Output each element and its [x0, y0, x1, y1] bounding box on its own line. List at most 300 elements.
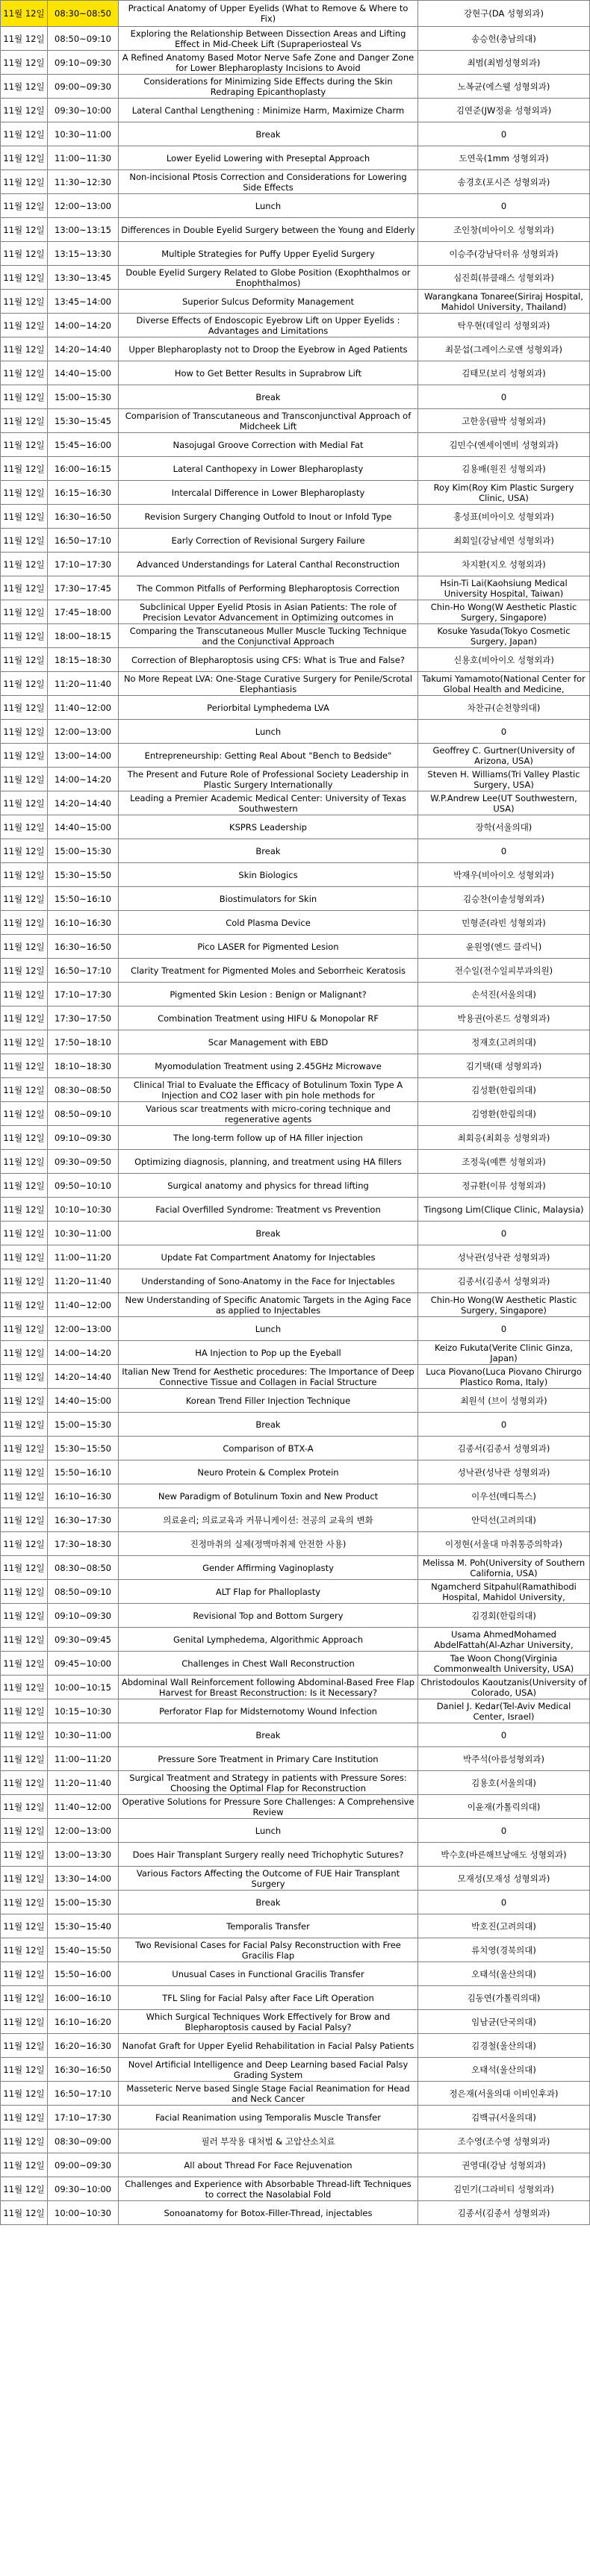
speaker-cell: Luca Piovano(Luca Piovano Chirurgo Plastico Roma, Italy) [418, 1365, 590, 1389]
title-cell: Lunch [119, 194, 418, 218]
date-cell: 11월 12일 [1, 696, 48, 720]
date-cell: 11월 12일 [1, 791, 48, 815]
title-cell: Intercalal Difference in Lower Blepharoplasty [119, 481, 418, 505]
time-cell: 09:30~09:50 [48, 1150, 119, 1174]
title-cell: 진정마취의 실제(정맥마취제 안전한 사용) [119, 1532, 418, 1556]
speaker-cell: 심진희(뷰클래스 성형외과) [418, 266, 590, 290]
title-cell: Biostimulators for Skin [119, 887, 418, 911]
time-cell: 15:00~15:30 [48, 1413, 119, 1437]
date-cell: 11월 12일 [1, 1795, 48, 1819]
date-cell: 11월 12일 [1, 2153, 48, 2177]
schedule-row [1, 1604, 590, 1628]
date-cell: 11월 12일 [1, 1628, 48, 1652]
speaker-cell: 김종서(김종서 성형외과) [418, 1269, 590, 1293]
speaker-cell: 0 [418, 122, 590, 146]
schedule-row [1, 1938, 590, 1962]
schedule-row [1, 1413, 590, 1437]
date-cell: 11월 12일 [1, 576, 48, 600]
time-cell: 15:40~15:50 [48, 1938, 119, 1962]
date-cell: 11월 12일 [1, 1867, 48, 1891]
title-cell: New Understanding of Specific Anatomic Targets in the Aging Face as applied to Injectables [119, 1293, 418, 1317]
speaker-cell: 0 [418, 839, 590, 863]
speaker-cell: 노복균(에스웰 성형외과) [418, 75, 590, 99]
time-cell: 11:00~11:20 [48, 1747, 119, 1771]
time-cell: 15:50~16:10 [48, 887, 119, 911]
schedule-row [1, 1460, 590, 1484]
speaker-cell: 김백규(서울의대) [418, 2106, 590, 2129]
date-cell: 11월 12일 [1, 2010, 48, 2034]
speaker-cell: Hsin-Ti Lai(Kaohsiung Medical University Hospital, Taiwan) [418, 576, 590, 600]
speaker-cell: Takumi Yamamoto(National Center for Global Health and Medicine, [418, 672, 590, 696]
title-cell: Entrepreneurship: Getting Real About "Bench to Bedside" [119, 744, 418, 768]
schedule-row [1, 600, 590, 624]
schedule-row [1, 1843, 590, 1867]
title-cell: Correction of Blepharoptosis using CFS: What is True and False? [119, 648, 418, 672]
speaker-cell: 류치영(경북의대) [418, 1938, 590, 1962]
speaker-cell: 탁우현(데일리 성형외과) [418, 314, 590, 337]
schedule-row [1, 624, 590, 648]
time-cell: 16:30~16:50 [48, 935, 119, 959]
title-cell: Neuro Protein & Complex Protein [119, 1460, 418, 1484]
date-cell: 11월 12일 [1, 505, 48, 529]
speaker-cell: 민형준(라빈 성형외과) [418, 911, 590, 935]
time-cell: 15:30~15:50 [48, 1437, 119, 1460]
schedule-row [1, 1150, 590, 1174]
schedule-row [1, 2082, 590, 2106]
time-cell: 18:10~18:30 [48, 1054, 119, 1078]
schedule-row [1, 1078, 590, 1102]
time-cell: 16:30~17:30 [48, 1508, 119, 1532]
time-cell: 11:40~12:00 [48, 1795, 119, 1819]
date-cell: 11월 12일 [1, 815, 48, 839]
schedule-row [1, 457, 590, 481]
speaker-cell: Daniel J. Kedar(Tel-Aviv Medical Center, Israel) [418, 1699, 590, 1723]
speaker-cell: 모재성(모재성 성형외과) [418, 1867, 590, 1891]
speaker-cell: 김종서(김종서 성형외과) [418, 2201, 590, 2225]
speaker-cell: 임남균(단국의대) [418, 2010, 590, 2034]
schedule-row [1, 696, 590, 720]
time-cell: 17:10~17:30 [48, 553, 119, 576]
title-cell: Challenges and Experience with Absorbable Thread-lift Techniques to correct the Nasolabial Fold [119, 2177, 418, 2201]
title-cell: Skin Biologics [119, 863, 418, 887]
speaker-cell: 신용호(비아이오 성형외과) [418, 648, 590, 672]
date-cell: 11월 12일 [1, 1986, 48, 2010]
date-cell: 11월 12일 [1, 409, 48, 433]
speaker-cell: 김민수(엔세이엔비 성형외과) [418, 433, 590, 457]
time-cell: 08:30~09:00 [48, 2129, 119, 2153]
time-cell: 17:30~18:30 [48, 1532, 119, 1556]
date-cell: 11월 12일 [1, 1437, 48, 1460]
time-cell: 17:30~17:45 [48, 576, 119, 600]
time-cell: 12:00~13:00 [48, 1317, 119, 1341]
schedule-row [1, 194, 590, 218]
date-cell: 11월 12일 [1, 1317, 48, 1341]
time-cell: 14:00~14:20 [48, 768, 119, 791]
speaker-cell: 오태석(울산의대) [418, 1962, 590, 1986]
date-cell: 11월 12일 [1, 1914, 48, 1938]
date-cell: 11월 12일 [1, 935, 48, 959]
date-cell: 11월 12일 [1, 1365, 48, 1389]
title-cell: Early Correction of Revisional Surgery Failure [119, 529, 418, 553]
time-cell: 16:30~16:50 [48, 2058, 119, 2082]
schedule-row [1, 146, 590, 170]
date-cell: 11월 12일 [1, 1676, 48, 1699]
title-cell: Comparison of BTX-A [119, 1437, 418, 1460]
schedule-row [1, 911, 590, 935]
schedule-row [1, 839, 590, 863]
time-cell: 12:00~13:00 [48, 1819, 119, 1843]
speaker-cell: 0 [418, 1891, 590, 1914]
speaker-cell: 송경호(포시즌 성형외과) [418, 170, 590, 194]
time-cell: 17:10~17:30 [48, 983, 119, 1007]
speaker-cell: Keizo Fukuta(Verite Clinic Ginza, Japan) [418, 1341, 590, 1365]
speaker-cell: 오태석(울산의대) [418, 2058, 590, 2082]
title-cell: Revisional Top and Bottom Surgery [119, 1604, 418, 1628]
time-cell: 10:00~10:30 [48, 2201, 119, 2225]
schedule-row [1, 75, 590, 99]
title-cell: The long-term follow up of HA filler injection [119, 1126, 418, 1150]
title-cell: HA Injection to Pop up the Eyeball [119, 1341, 418, 1365]
title-cell: Break [119, 839, 418, 863]
time-cell: 09:10~09:30 [48, 51, 119, 75]
speaker-cell: Melissa M. Poh(University of Southern California, USA) [418, 1556, 590, 1580]
date-cell: 11월 12일 [1, 1460, 48, 1484]
schedule-row [1, 2153, 590, 2177]
date-cell: 11월 12일 [1, 911, 48, 935]
schedule-row [1, 218, 590, 242]
time-cell: 11:00~11:20 [48, 1245, 119, 1269]
schedule-row [1, 1914, 590, 1938]
title-cell: TFL Sling for Facial Palsy after Face Lift Operation [119, 1986, 418, 2010]
schedule-row [1, 27, 590, 51]
speaker-cell: 최원석 (브이 성형외과) [418, 1389, 590, 1413]
speaker-cell: 차찬규(순천향의대) [418, 696, 590, 720]
title-cell: Italian New Trend for Aesthetic procedures: The Importance of Deep Connective Tissue and Collagen in Facial Structure [119, 1365, 418, 1389]
schedule-row [1, 1198, 590, 1222]
time-cell: 09:30~10:00 [48, 99, 119, 122]
date-cell: 11월 12일 [1, 1222, 48, 1245]
schedule-row [1, 1222, 590, 1245]
title-cell: Break [119, 122, 418, 146]
title-cell: Various scar treatments with micro-coring technique and regenerative agents [119, 1102, 418, 1126]
title-cell: Comparing the Transcutaneous Muller Muscle Tucking Technique and the Conjunctival Approach [119, 624, 418, 648]
schedule-row [1, 1030, 590, 1054]
schedule-row [1, 720, 590, 744]
date-cell: 11월 12일 [1, 242, 48, 266]
schedule-row [1, 1819, 590, 1843]
schedule-row [1, 337, 590, 361]
date-cell: 11월 12일 [1, 194, 48, 218]
date-cell: 11월 12일 [1, 529, 48, 553]
speaker-cell: 김승찬(이솔성형외과) [418, 887, 590, 911]
time-cell: 16:30~16:50 [48, 505, 119, 529]
schedule-row [1, 2010, 590, 2034]
date-cell: 11월 12일 [1, 863, 48, 887]
title-cell: Break [119, 1891, 418, 1914]
title-cell: Two Revisional Cases for Facial Palsy Reconstruction with Free Gracilis Flap [119, 1938, 418, 1962]
date-cell: 11월 12일 [1, 433, 48, 457]
date-cell: 11월 12일 [1, 1245, 48, 1269]
schedule-row [1, 529, 590, 553]
title-cell: Periorbital Lymphedema LVA [119, 696, 418, 720]
schedule-row [1, 1174, 590, 1198]
time-cell: 09:50~10:10 [48, 1174, 119, 1198]
title-cell: Revision Surgery Changing Outfold to Inout or Infold Type [119, 505, 418, 529]
title-cell: Subclinical Upper Eyelid Ptosis in Asian Patients: The role of Precision Levator Advancement in Optimizing outcomes in [119, 600, 418, 624]
time-cell: 13:00~13:15 [48, 218, 119, 242]
schedule-row [1, 1628, 590, 1652]
title-cell: No More Repeat LVA: One-Stage Curative Surgery for Penile/Scrotal Elephantiasis [119, 672, 418, 696]
schedule-row [1, 648, 590, 672]
title-cell: Exploring the Relationship Between Dissection Areas and Lifting Effect in Mid-Cheek Lift (Supraperiosteal Vs [119, 27, 418, 51]
date-cell: 11월 12일 [1, 1723, 48, 1747]
speaker-cell: 박호진(고려의대) [418, 1914, 590, 1938]
speaker-cell: Warangkana Tonaree(Siriraj Hospital, Mahidol University, Thailand) [418, 290, 590, 314]
title-cell: Facial Overfilled Syndrome: Treatment vs Prevention [119, 1198, 418, 1222]
schedule-row [1, 1747, 590, 1771]
title-cell: Superior Sulcus Deformity Management [119, 290, 418, 314]
time-cell: 11:20~11:40 [48, 1269, 119, 1293]
title-cell: ALT Flap for Phalloplasty [119, 1580, 418, 1604]
schedule-row [1, 1867, 590, 1891]
time-cell: 11:40~12:00 [48, 1293, 119, 1317]
title-cell: Double Eyelid Surgery Related to Globe Position (Exophthalmos or Enophthalmos) [119, 266, 418, 290]
title-cell: Clinical Trial to Evaluate the Efficacy of Botulinum Toxin Type A Injection and CO2 laser with pin hole methods for [119, 1078, 418, 1102]
date-cell: 11월 12일 [1, 1747, 48, 1771]
schedule-row [1, 1365, 590, 1389]
title-cell: The Common Pitfalls of Performing Blepharoptosis Correction [119, 576, 418, 600]
time-cell: 16:00~16:10 [48, 1986, 119, 2010]
time-cell: 14:20~14:40 [48, 1365, 119, 1389]
date-cell: 11월 12일 [1, 600, 48, 624]
title-cell: How to Get Better Results in Suprabrow Lift [119, 361, 418, 385]
schedule-row [1, 314, 590, 337]
title-cell: Upper Blepharoplasty not to Droop the Eyebrow in Aged Patients [119, 337, 418, 361]
schedule-row [1, 290, 590, 314]
time-cell: 16:10~16:30 [48, 1484, 119, 1508]
time-cell: 18:15~18:30 [48, 648, 119, 672]
title-cell: Lunch [119, 1317, 418, 1341]
date-cell: 11월 12일 [1, 1771, 48, 1795]
time-cell: 09:45~10:00 [48, 1652, 119, 1676]
title-cell: Korean Trend Filler Injection Technique [119, 1389, 418, 1413]
date-cell: 11월 12일 [1, 983, 48, 1007]
time-cell: 11:20~11:40 [48, 1771, 119, 1795]
date-cell: 11월 12일 [1, 170, 48, 194]
title-cell: Non-incisional Ptosis Correction and Considerations for Lowering Side Effects [119, 170, 418, 194]
speaker-cell: 송승헌(충남의대) [418, 27, 590, 51]
date-cell: 11월 12일 [1, 1293, 48, 1317]
title-cell: Break [119, 1723, 418, 1747]
schedule-row [1, 1723, 590, 1747]
title-cell: Nanofat Graft for Upper Eyelid Rehabilitation in Facial Palsy Patients [119, 2034, 418, 2058]
title-cell: Break [119, 1222, 418, 1245]
speaker-cell: 조인창(비아이오 성형외과) [418, 218, 590, 242]
schedule-row [1, 1699, 590, 1723]
schedule-row [1, 1580, 590, 1604]
speaker-cell: 조정욱(예쁜 성형외과) [418, 1150, 590, 1174]
time-cell: 15:30~15:50 [48, 863, 119, 887]
schedule-row [1, 242, 590, 266]
schedule-row [1, 1508, 590, 1532]
time-cell: 13:30~14:00 [48, 1867, 119, 1891]
schedule-row [1, 1245, 590, 1269]
time-cell: 14:40~15:00 [48, 361, 119, 385]
schedule-body [1, 1, 590, 2225]
speaker-cell: 0 [418, 720, 590, 744]
date-cell: 11월 12일 [1, 2082, 48, 2106]
speaker-cell: Roy Kim(Roy Kim Plastic Surgery Clinic, USA) [418, 481, 590, 505]
title-cell: Practical Anatomy of Upper Eyelids (What to Remove & Where to Fix) [119, 1, 418, 27]
time-cell: 15:00~15:30 [48, 385, 119, 409]
speaker-cell: 권영대(강남 성형외과) [418, 2153, 590, 2177]
schedule-row [1, 1532, 590, 1556]
title-cell: Break [119, 385, 418, 409]
schedule-row [1, 1986, 590, 2010]
time-cell: 15:00~15:30 [48, 839, 119, 863]
title-cell: Diverse Effects of Endoscopic Eyebrow Lift on Upper Eyelids : Advantages and Limitations [119, 314, 418, 337]
date-cell: 11월 12일 [1, 1078, 48, 1102]
date-cell: 11월 12일 [1, 839, 48, 863]
speaker-cell: 정규환(이뮤 성형외과) [418, 1174, 590, 1198]
speaker-cell: 차지환(지오 성형외과) [418, 553, 590, 576]
title-cell: Differences in Double Eyelid Surgery between the Young and Elderly [119, 218, 418, 242]
schedule-row [1, 935, 590, 959]
speaker-cell: 최회일(강남세연 성형외과) [418, 529, 590, 553]
time-cell: 16:50~17:10 [48, 529, 119, 553]
title-cell: Unusual Cases in Functional Gracilis Transfer [119, 1962, 418, 1986]
speaker-cell: 최회응(최회응 성형외과) [418, 1126, 590, 1150]
date-cell: 11월 12일 [1, 99, 48, 122]
schedule-row [1, 553, 590, 576]
time-cell: 09:00~09:30 [48, 75, 119, 99]
schedule-row [1, 1962, 590, 1986]
speaker-cell: 성낙관(성낙관 성형외과) [418, 1245, 590, 1269]
speaker-cell: 박수호(바른해브날애도 성형외과) [418, 1843, 590, 1867]
speaker-cell: 도연욱(1mm 성형외과) [418, 146, 590, 170]
date-cell: 11월 12일 [1, 1054, 48, 1078]
date-cell: 11월 12일 [1, 2201, 48, 2225]
title-cell: Temporalis Transfer [119, 1914, 418, 1938]
schedule-row [1, 51, 590, 75]
time-cell: 13:30~13:45 [48, 266, 119, 290]
title-cell: Nasojugal Groove Correction with Medial Fat [119, 433, 418, 457]
time-cell: 18:00~18:15 [48, 624, 119, 648]
schedule-row [1, 1389, 590, 1413]
time-cell: 09:30~10:00 [48, 2177, 119, 2201]
schedule-row [1, 1317, 590, 1341]
title-cell: Optimizing diagnosis, planning, and treatment using HA fillers [119, 1150, 418, 1174]
speaker-cell: Chin-Ho Wong(W Aesthetic Plastic Surgery, Singapore) [418, 600, 590, 624]
speaker-cell: 0 [418, 385, 590, 409]
date-cell: 11월 12일 [1, 1580, 48, 1604]
title-cell: Combination Treatment using HIFU & Monopolar RF [119, 1007, 418, 1030]
speaker-cell: 조수영(조수영 성형외과) [418, 2129, 590, 2153]
date-cell: 11월 12일 [1, 1699, 48, 1723]
speaker-cell: 박주석(아름성형외과) [418, 1747, 590, 1771]
date-cell: 11월 12일 [1, 744, 48, 768]
date-cell: 11월 12일 [1, 337, 48, 361]
schedule-row [1, 983, 590, 1007]
time-cell: 10:30~11:00 [48, 1222, 119, 1245]
title-cell: A Refined Anatomy Based Motor Nerve Safe Zone and Danger Zone for Lower Blepharoplasty Incisions to Avoid [119, 51, 418, 75]
title-cell: Lunch [119, 720, 418, 744]
schedule-row [1, 433, 590, 457]
speaker-cell: 0 [418, 1222, 590, 1245]
speaker-cell: 김경회(한림의대) [418, 1604, 590, 1628]
time-cell: 12:00~13:00 [48, 194, 119, 218]
schedule-row [1, 1556, 590, 1580]
speaker-cell: 정은재(서울의대 이비인후과) [418, 2082, 590, 2106]
schedule-row [1, 791, 590, 815]
speaker-cell: 이정현(서울대 마취통증의학과) [418, 1532, 590, 1556]
title-cell: Understanding of Sono-Anatomy in the Face for Injectables [119, 1269, 418, 1293]
date-cell: 11월 12일 [1, 481, 48, 505]
speaker-cell: 김연준(JW정윤 성형외과) [418, 99, 590, 122]
date-cell: 11월 12일 [1, 959, 48, 983]
time-cell: 08:30~08:50 [48, 1078, 119, 1102]
speaker-cell: 고한웅(팜박 성형외과) [418, 409, 590, 433]
date-cell: 11월 12일 [1, 1030, 48, 1054]
date-cell: 11월 12일 [1, 887, 48, 911]
schedule-row [1, 815, 590, 839]
title-cell: Lateral Canthal Lengthening : Minimize Harm, Maximize Charm [119, 99, 418, 122]
speaker-cell: Christodoulos Kaoutzanis(University of Colorado, USA) [418, 1676, 590, 1699]
speaker-cell: Ngamcherd Sitpahul(Ramathibodi Hospital, Mahidol University, [418, 1580, 590, 1604]
time-cell: 08:30~08:50 [48, 1, 119, 27]
speaker-cell: 홍성표(비아이오 성형외과) [418, 505, 590, 529]
schedule-row [1, 576, 590, 600]
time-cell: 16:00~16:15 [48, 457, 119, 481]
title-cell: Pressure Sore Treatment in Primary Care Institution [119, 1747, 418, 1771]
speaker-cell: Steven H. Williams(Tri Valley Plastic Surgery, USA) [418, 768, 590, 791]
date-cell: 11월 12일 [1, 266, 48, 290]
title-cell: Facial Reanimation using Temporalis Muscle Transfer [119, 2106, 418, 2129]
time-cell: 10:30~11:00 [48, 1723, 119, 1747]
title-cell: Operative Solutions for Pressure Sore Challenges: A Comprehensive Review [119, 1795, 418, 1819]
speaker-cell: Usama AhmedMohamed AbdelFattah(Al-Azhar University, [418, 1628, 590, 1652]
schedule-row [1, 887, 590, 911]
date-cell: 11월 12일 [1, 1938, 48, 1962]
date-cell: 11월 12일 [1, 314, 48, 337]
date-cell: 11월 12일 [1, 1007, 48, 1030]
schedule-row [1, 959, 590, 983]
speaker-cell: 김민기(그라비티 성형외과) [418, 2177, 590, 2201]
date-cell: 11월 12일 [1, 648, 48, 672]
date-cell: 11월 12일 [1, 1198, 48, 1222]
schedule-row [1, 481, 590, 505]
title-cell: All about Thread For Face Rejuvenation [119, 2153, 418, 2177]
schedule-row [1, 170, 590, 194]
title-cell: Cold Plasma Device [119, 911, 418, 935]
title-cell: Multiple Strategies for Puffy Upper Eyelid Surgery [119, 242, 418, 266]
speaker-cell: 이승주(강남닥터유 성형외과) [418, 242, 590, 266]
date-cell: 11월 12일 [1, 1269, 48, 1293]
title-cell: Clarity Treatment for Pigmented Moles and Seborrheic Keratosis [119, 959, 418, 983]
schedule-row [1, 672, 590, 696]
speaker-cell: 최범(최범성형외과) [418, 51, 590, 75]
speaker-cell: Tae Woon Chong(Virginia Commonwealth University, USA) [418, 1652, 590, 1676]
time-cell: 09:00~09:30 [48, 2153, 119, 2177]
schedule-row [1, 1652, 590, 1676]
date-cell: 11월 12일 [1, 553, 48, 576]
title-cell: Various Factors Affecting the Outcome of FUE Hair Transplant Surgery [119, 1867, 418, 1891]
date-cell: 11월 12일 [1, 1604, 48, 1628]
time-cell: 11:40~12:00 [48, 696, 119, 720]
title-cell: KSPRS Leadership [119, 815, 418, 839]
title-cell: Novel Artificial Intelligence and Deep Learning based Facial Palsy Grading System [119, 2058, 418, 2082]
time-cell: 09:30~09:45 [48, 1628, 119, 1652]
